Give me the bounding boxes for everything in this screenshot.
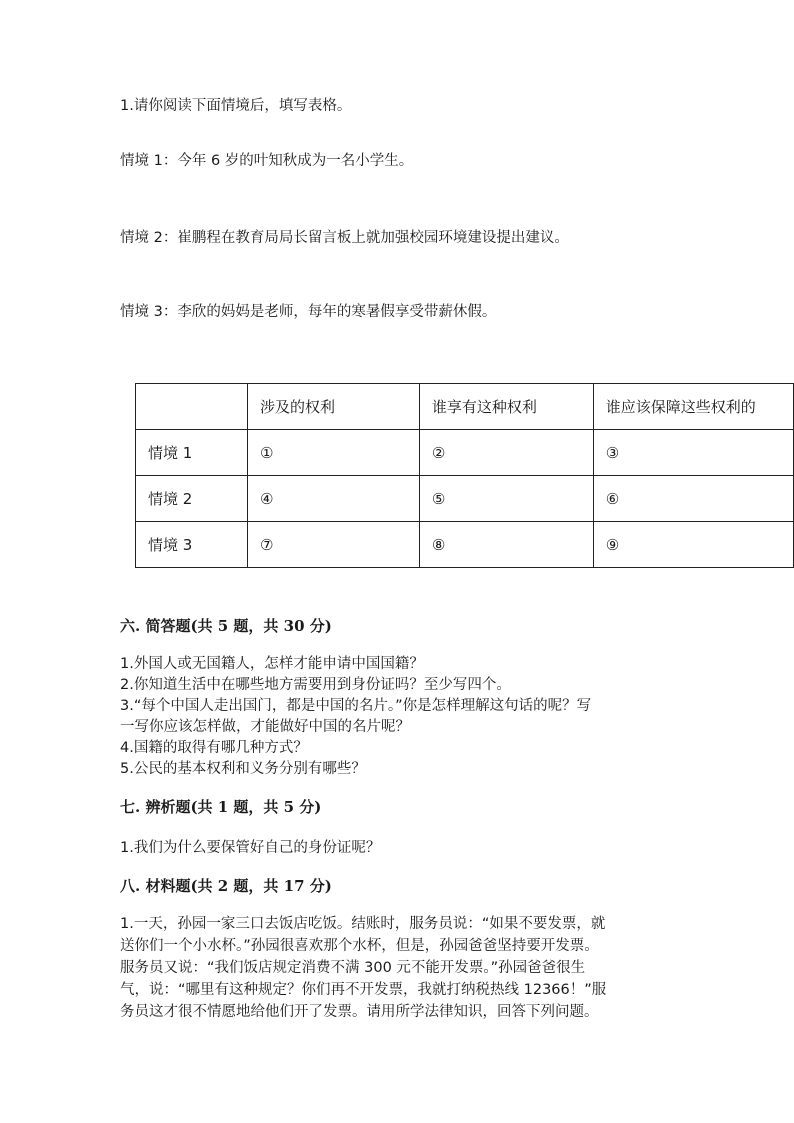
rights-table bbox=[135, 383, 794, 568]
table-cell: ⑨ bbox=[593, 522, 793, 568]
table-cell: ⑦ bbox=[247, 522, 419, 568]
section-8-line: 送你们一个小水杯。”孙园很喜欢那个水杯，但是，孙园爸爸坚持要开发票。 bbox=[120, 938, 599, 954]
table-cell: ② bbox=[419, 430, 593, 476]
scenario-2: 情境 2：崔鹏程在教育局局长留言板上就加强校园环境建设提出建议。 bbox=[120, 230, 569, 246]
table-header-cell: 谁享有这种权利 bbox=[419, 384, 593, 430]
table-cell: 情境 2 bbox=[136, 476, 248, 522]
section-8-title: 八. 材料题(共 2 题，共 17 分) bbox=[120, 877, 332, 895]
table-row bbox=[136, 476, 794, 522]
section-6-line: 1.外国人或无国籍人，怎样才能申请中国国籍？ bbox=[120, 656, 424, 672]
section-6-line: 3.“每个中国人走出国门，都是中国的名片。”你是怎样理解这句话的呢？写 bbox=[120, 698, 592, 714]
table-cell: 情境 3 bbox=[136, 522, 248, 568]
table-cell: ⑧ bbox=[419, 522, 593, 568]
section-6-title: 六. 简答题(共 5 题，共 30 分) bbox=[120, 617, 332, 635]
section-6-line: 5.公民的基本权利和义务分别有哪些？ bbox=[120, 761, 366, 777]
scenario-1: 情境 1：今年 6 岁的叶知秋成为一名小学生。 bbox=[120, 153, 414, 169]
table-cell: ⑤ bbox=[419, 476, 593, 522]
table-cell: ① bbox=[247, 430, 419, 476]
scenario-3: 情境 3：李欣的妈妈是老师，每年的寒暑假享受带薪休假。 bbox=[120, 304, 497, 320]
table-header-row bbox=[136, 384, 794, 430]
table-cell: ④ bbox=[247, 476, 419, 522]
section-6-line: 4.国籍的取得有哪几种方式？ bbox=[120, 740, 308, 756]
section-7-title: 七. 辨析题(共 1 题，共 5 分) bbox=[120, 798, 322, 816]
table-cell: 情境 1 bbox=[136, 430, 248, 476]
section-6-line: 一写你应该怎样做，才能做好中国的名片呢？ bbox=[120, 719, 410, 735]
table-row bbox=[136, 522, 794, 568]
table-cell: ⑥ bbox=[593, 476, 793, 522]
question-1: 1.请你阅读下面情境后，填写表格。 bbox=[120, 98, 352, 114]
section-8-line: 气，说：“哪里有这种规定？你们再不开发票，我就打纳税热线 12366！”服 bbox=[120, 982, 607, 998]
section-8-line: 务员这才很不情愿地给他们开了发票。请用所学法律知识，回答下列问题。 bbox=[120, 1004, 599, 1020]
table-header-cell bbox=[136, 384, 248, 430]
section-7-line: 1.我们为什么要保管好自己的身份证呢？ bbox=[120, 840, 381, 856]
table-cell: ③ bbox=[593, 430, 793, 476]
section-8-line: 1.一天，孙园一家三口去饭店吃饭。结账时，服务员说：“如果不要发票，就 bbox=[120, 916, 606, 932]
section-8-line: 服务员又说：“我们饭店规定消费不满 300 元不能开发票。”孙园爸爸很生 bbox=[120, 960, 586, 976]
table-header-cell: 涉及的权利 bbox=[247, 384, 419, 430]
table-row bbox=[136, 430, 794, 476]
section-6-line: 2.你知道生活中在哪些地方需要用到身份证吗？至少写四个。 bbox=[120, 677, 511, 693]
table-header-cell: 谁应该保障这些权利的 bbox=[593, 384, 793, 430]
